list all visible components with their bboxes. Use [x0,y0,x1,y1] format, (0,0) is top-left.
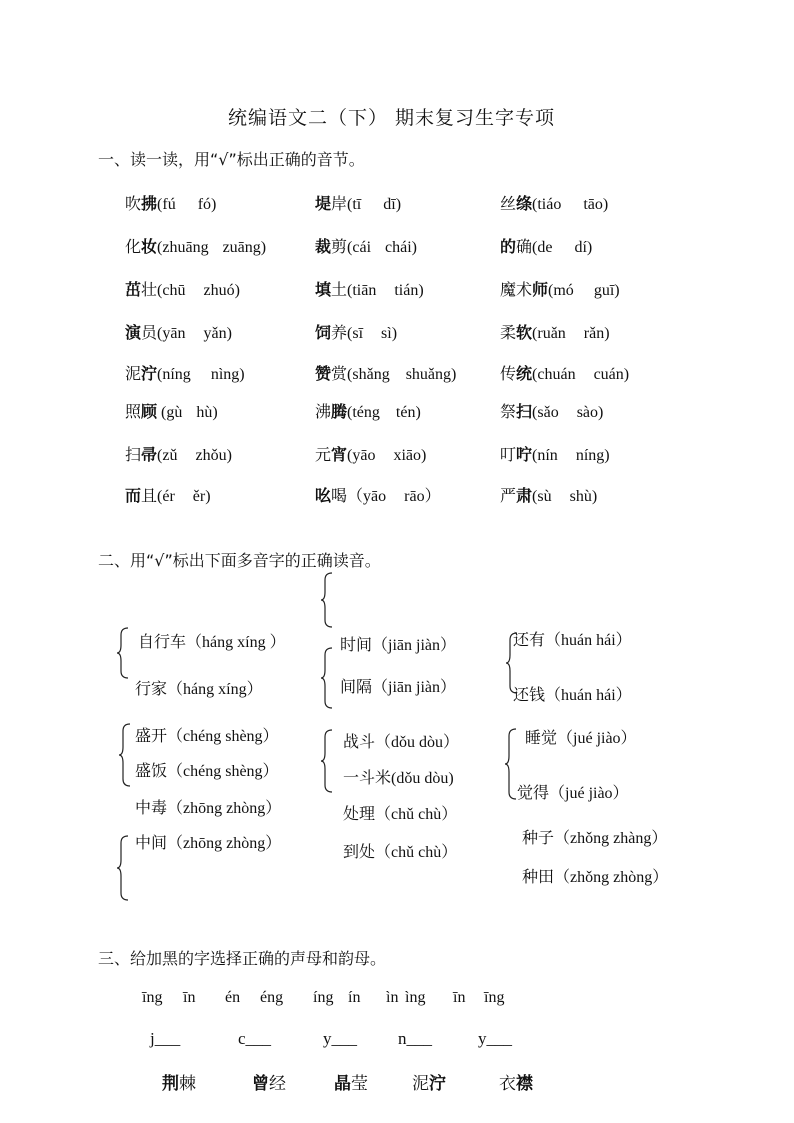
pinyin-option: níng) [575,447,610,464]
pinyin-option: zuāng) [222,239,267,256]
word-part: 传 [500,364,517,383]
final-option: ìng [405,989,426,1006]
word-part: 赏 [331,364,348,383]
word-part: 泥 [412,1074,429,1094]
poly-word: 盛饭（chéng shèng） [135,761,279,780]
poly-word: 觉得（jué jiào） [517,783,629,802]
initial-blank: y___ [478,1029,512,1048]
pinyin-choice-item [125,483,211,506]
pinyin-choice-item [125,361,245,384]
pinyin-choice-item [315,320,397,343]
final-option: īng [142,989,163,1006]
pinyin-choice-item [125,277,240,300]
pinyin-option: (ér [157,488,175,505]
word-part: 岸 [331,194,348,213]
pinyin-choice-item [125,442,232,465]
poly-word: 睡觉（jué jiào） [525,728,637,747]
bold-character: 扫 [516,402,533,421]
pinyin-option: tián) [394,282,424,299]
poly-word: 到处（chǔ chù） [343,842,458,861]
bold-character: 拂 [141,194,158,213]
word-part: 柔 [500,323,517,342]
brace-icon [118,723,132,787]
pinyin-option: shù) [569,488,598,505]
pinyin-choice-item [500,320,610,343]
word-part: 沸 [315,402,332,421]
word-part: 吹 [125,194,142,213]
final-option: ìn [386,989,399,1006]
pinyin-choice-item [500,399,603,422]
bold-character: 泞 [141,364,158,383]
pinyin-choice-item [315,399,421,422]
pinyin-option: (cái [347,239,372,256]
pinyin-choice-item [500,361,629,384]
word-part: 喝 [331,486,348,505]
word-part: 照 [125,402,142,421]
final-option: īn [453,989,466,1006]
pinyin-option: (téng [347,404,380,421]
poly-word: 处理（chǔ chù） [343,804,458,823]
pinyin-choice-item [315,191,401,214]
brace-icon [504,728,518,800]
pinyin-choice-item [125,234,266,257]
bold-character: 的 [500,237,517,256]
target-word [412,1069,446,1094]
poly-word: 种子（zhǒng zhàng） [522,828,668,847]
pinyin-choice-item [500,234,592,257]
bold-character: 妆 [141,237,158,256]
pinyin-option: (fú [157,196,176,213]
pinyin-option: shuǎng) [405,366,457,383]
word-part: 叮 [500,445,517,464]
word-part: 扫 [125,445,142,464]
pinyin-choice-item [315,361,456,384]
bold-character: 填 [315,280,332,299]
pinyin-option: (yāo [347,447,376,464]
word-part: 土 [331,280,348,299]
bold-character: 襟 [516,1074,533,1094]
bold-character: 绦 [516,194,533,213]
word-part: 棘 [179,1074,196,1094]
bold-character: 宵 [331,445,348,464]
pinyin-option: (yān [157,325,186,342]
bold-character: 而 [125,486,142,505]
poly-word: 还有（huán hái） [513,630,632,649]
pinyin-option: (zǔ [157,447,178,464]
pinyin-choice-item [125,191,216,214]
section1-heading: 一、读一读，用“√”标出正确的音节。 [98,150,365,169]
pinyin-option: yǎn) [203,325,232,342]
pinyin-option: tén) [395,404,421,421]
pinyin-option: cuán) [593,366,630,383]
word-part: 魔术 [500,280,533,299]
poly-word: 时间（jiān jiàn） [340,635,457,654]
pinyin-option: zhǒu) [195,447,232,464]
pinyin-option: (ruǎn [532,325,566,342]
brace-icon [320,729,334,793]
bold-character: 饲 [315,323,332,342]
poly-word: 自行车（háng xíng ） [138,632,286,651]
word-part: 丝 [500,194,517,213]
bold-character: 茁 [125,280,142,299]
bold-character: 顾 [141,402,158,421]
pinyin-option: rǎn) [583,325,610,342]
final-option: éng [260,989,284,1006]
poly-word: 还钱（huán hái） [513,685,632,704]
poly-word: 中毒（zhōng zhòng） [135,798,282,817]
pinyin-option: (sī [347,325,364,342]
poly-word: 战斗（dǒu dòu） [343,732,460,751]
pinyin-option: (nín [532,447,558,464]
bold-character: 曾 [252,1074,269,1094]
pinyin-choice-item [315,277,424,300]
pinyin-option: (de [532,239,553,256]
initial-blank: j___ [150,1029,181,1048]
pinyin-option: xiāo) [393,447,427,464]
pinyin-option: (tī [347,196,362,213]
bold-character: 咛 [516,445,533,464]
pinyin-option: (shǎng [347,366,390,383]
section3-heading: 三、给加黑的字选择正确的声母和韵母。 [98,949,387,968]
bold-character: 师 [532,280,549,299]
bold-character: 软 [516,323,533,342]
brace-icon [116,835,130,901]
bold-character: 晶 [334,1074,351,1094]
target-word [252,1069,286,1094]
word-part: 且 [141,486,158,505]
initial-blank: c___ [238,1029,272,1048]
pinyin-option: fó) [197,196,217,213]
word-part: 经 [269,1074,286,1094]
poly-word: 种田（zhǒng zhòng） [522,867,669,886]
pinyin-option: rāo） [404,488,441,505]
word-part: 莹 [351,1074,368,1094]
poly-word: 行家（háng xíng） [135,679,263,698]
pinyin-option: (tiān [347,282,377,299]
bold-character: 赞 [315,364,332,383]
word-part: 衣 [499,1074,516,1094]
brace-icon [116,627,130,679]
pinyin-choice-item [315,234,417,257]
target-word [499,1069,533,1094]
pinyin-option: sì) [381,325,398,342]
word-part: 养 [331,323,348,342]
bold-character: 堤 [315,194,332,213]
pinyin-option: sào) [576,404,604,421]
final-option: īn [183,989,196,1006]
word-part: 祭 [500,402,517,421]
poly-word: 一斗米(dǒu dòu) [343,768,454,787]
poly-word: 中间（zhōng zhòng） [135,833,282,852]
pinyin-option: guī) [593,282,620,299]
final-option: ín [348,989,361,1006]
bold-character: 统 [516,364,533,383]
target-word [162,1069,196,1094]
pinyin-option: (sǎo [532,404,559,421]
bold-character: 演 [125,323,142,342]
brace-icon [320,647,334,709]
bold-character: 裁 [315,237,332,256]
final-option: íng [313,989,334,1006]
pinyin-choice-item [500,483,597,506]
word-part: 化 [125,237,142,256]
bold-character: 腾 [331,402,348,421]
poly-word: 间隔（jiān jiàn） [340,677,457,696]
initial-blank: y___ [323,1029,357,1048]
pinyin-option: (chuán [532,366,576,383]
pinyin-choice-item [125,320,232,343]
word-part: 剪 [331,237,348,256]
word-part: 员 [141,323,158,342]
brace-icon [320,572,334,628]
pinyin-choice-item [315,442,426,465]
pinyin-option: (sù [532,488,552,505]
pinyin-option: (níng [157,366,191,383]
bold-character: 荆 [162,1074,179,1094]
pinyin-option: (tiáo [532,196,562,213]
brace-icon [505,632,519,694]
pinyin-choice-item [500,442,610,465]
bold-character: 泞 [429,1074,446,1094]
word-part: 元 [315,445,332,464]
pinyin-option: tāo) [583,196,609,213]
pinyin-choice-item [500,277,620,300]
pinyin-choice-item [125,399,218,422]
word-part: 严 [500,486,517,505]
pinyin-choice-item [315,483,441,506]
pinyin-option: (mó [548,282,574,299]
final-option: én [225,989,241,1006]
pinyin-option: zhuó) [203,282,240,299]
bold-character: 吆 [315,486,332,505]
section2-heading: 二、用“√”标出下面多音字的正确读音。 [98,551,381,570]
pinyin-option: (chū [157,282,186,299]
pinyin-option: dī) [383,196,402,213]
pinyin-choice-item [500,191,608,214]
pinyin-option: nìng) [210,366,245,383]
pinyin-option: (zhuāng [157,239,209,256]
poly-word: 盛开（chéng shèng） [135,726,279,745]
pinyin-option: hù) [196,404,218,421]
pinyin-option: ěr) [192,488,211,505]
page-title: 统编语文二（下） 期末复习生字专项 [228,107,556,129]
pinyin-option: (gù [157,404,183,421]
target-word [334,1069,368,1094]
pinyin-option: （yāo [347,488,387,505]
bold-character: 帚 [141,445,158,464]
pinyin-option: chái) [385,239,417,256]
pinyin-option: dí) [574,239,593,256]
bold-character: 肃 [516,486,533,505]
word-part: 确 [516,237,533,256]
final-option: īng [484,989,505,1006]
word-part: 泥 [125,364,142,383]
word-part: 壮 [141,280,158,299]
initial-blank: n___ [398,1029,432,1048]
